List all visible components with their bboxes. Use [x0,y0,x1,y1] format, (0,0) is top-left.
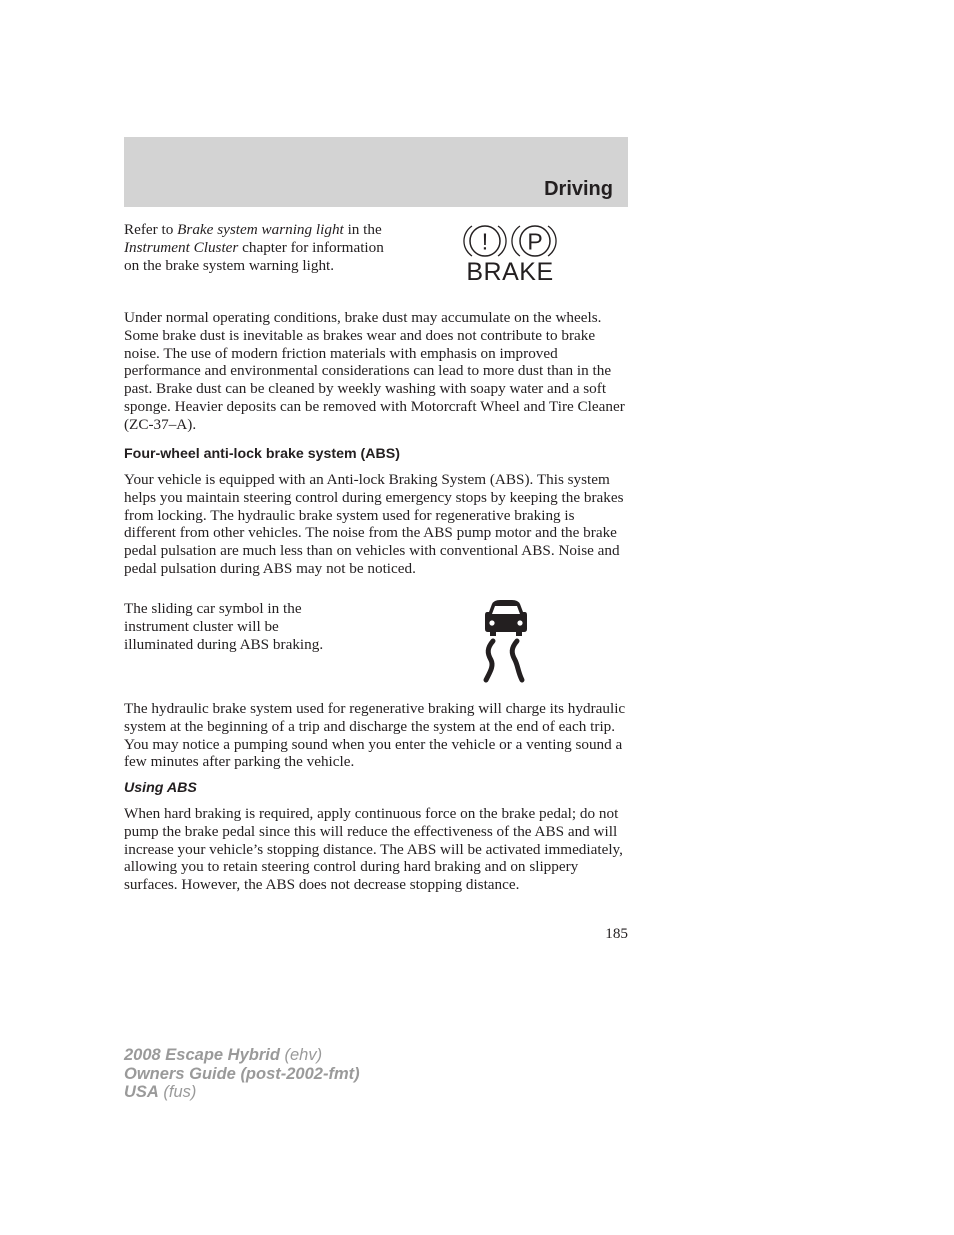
abs-paragraph: Your vehicle is equipped with an Anti-lock Braking System (ABS). This system helps you maintain steering control during emergency stops by keeping the brakes from locking. The hydraulic brake system used for regenerative braking is different from other vehicles. The noise from the ABS pump motor and the brake pedal pulsation are much less than on vehicles with conventional ABS. Noise and pedal pulsation during ABS may not be noticed. [124,471,624,577]
brake-word: BRAKE [466,258,554,286]
page-number: 185 [605,925,628,942]
brake-warning-icon [462,223,558,289]
p-glyph: P [527,228,543,255]
brake-dust-paragraph: Under normal operating conditions, brake dust may accumulate on the wheels. Some brake dust is inevitable as brakes wear and does not contribute to brake noise. The use of modern friction materials with emphasis on improved performance and environmental considerations can lead to more dust than in the past. Brake dust can be cleaned by weekly washing with soapy water and a soft sponge. Heavier deposits can be removed with Motorcraft Wheel and Tire Cleaner (ZC-37–A). [124,309,625,433]
section-title: Driving [544,178,613,200]
exclamation-glyph: ! [481,228,489,255]
intro-paragraph: Refer to Brake system warning light in the Instrument Cluster chapter for information on the brake system warning light. [124,221,384,274]
using-abs-paragraph: When hard braking is required, apply continuous force on the brake pedal; do not pump the brake pedal since this will reduce the effectiveness of the ABS and will increase your vehicle’s stopping distance. The ABS will be activated immediately, allowing you to retain steering control during hard braking and on slippery surfaces. However, the ABS does not decrease stopping distance. [124,805,623,894]
sliding-car-paragraph: The sliding car symbol in the instrument cluster will be illuminated during ABS braking. [124,600,324,653]
footer-line-1: 2008 Escape Hybrid (ehv) [124,1046,323,1064]
ref-brake-warning-light: Brake system warning light [177,221,344,238]
abs-heading: Four-wheel anti-lock brake system (ABS) [124,446,400,462]
hydraulic-paragraph: The hydraulic brake system used for regenerative braking will charge its hydraulic system at the beginning of a trip and discharge the system at the end of each trip. You may notice a pumping sound when you enter the vehicle or a venting sound a few minutes after parking the vehicle. [124,700,626,771]
ref-instrument-cluster: Instrument Cluster [124,238,239,256]
section-header-band [124,137,628,207]
footer-line-2: Owners Guide (post-2002-fmt) [124,1064,360,1083]
sliding-car-icon [478,598,534,688]
footer-line-3: USA (fus) [124,1083,197,1102]
using-abs-heading: Using ABS [124,780,197,796]
footer-document-id [124,1046,360,1102]
